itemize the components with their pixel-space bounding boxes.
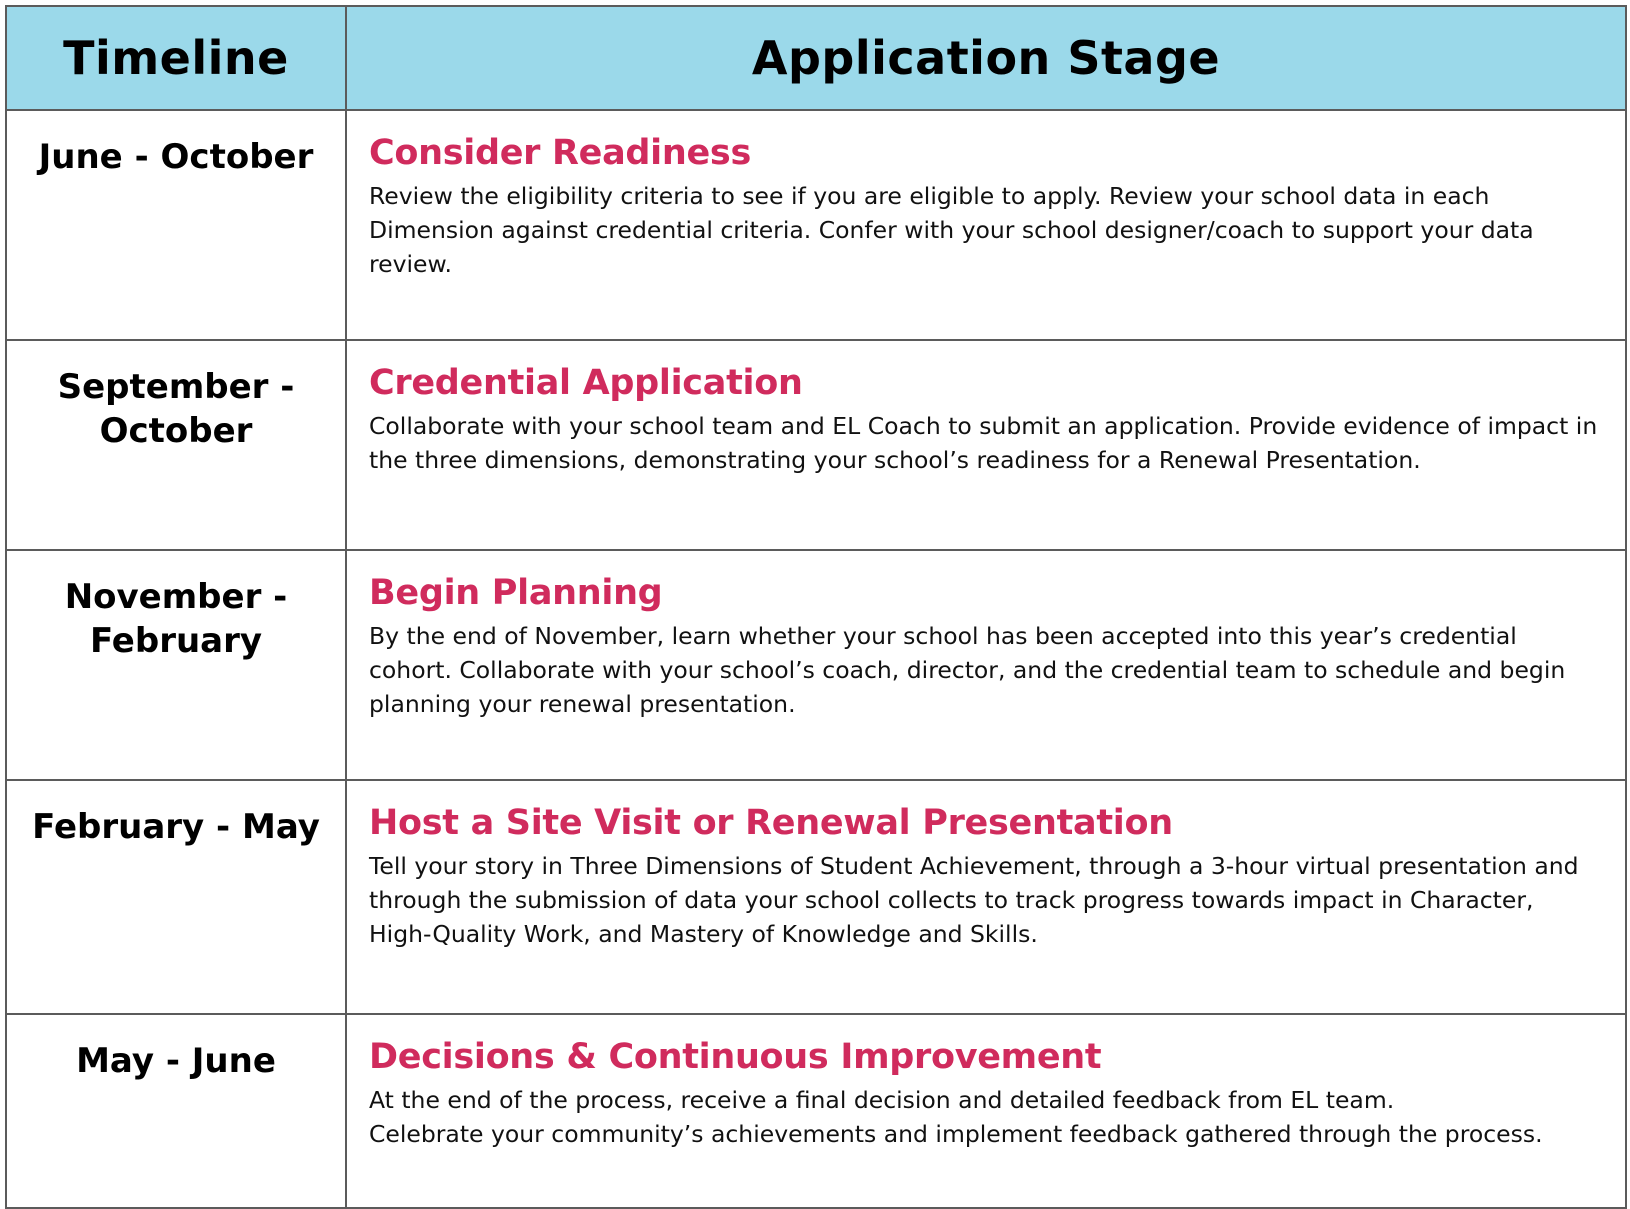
stage-cell (346, 780, 1626, 1014)
table-row (6, 340, 1626, 550)
timeline-column-header: Timeline (6, 6, 346, 110)
stage-description: By the end of November, learn whether your school has been accepted into this year’s credential cohort. Collaborate with your school’s coach, director, and the credential team to schedule and begin planning your renewal presentation. (369, 622, 1566, 718)
table-row (6, 1014, 1626, 1208)
stage-title: Consider Readiness (369, 133, 751, 173)
stage-title: Decisions & Continuous Improvement (369, 1037, 1102, 1077)
stage-title: Credential Application (369, 363, 803, 403)
stage-cell (346, 550, 1626, 780)
stage-description: Collaborate with your school team and EL Coach to submit an application. Provide evidence of impact in the three dimensions, demonstrating your school’s readiness for a Renewal Presentation. (369, 412, 1598, 474)
stage-cell (346, 340, 1626, 550)
stage-cell (346, 110, 1626, 340)
timeline-cell: June - October (6, 110, 346, 340)
table-row (6, 780, 1626, 1014)
application-timeline-table (5, 5, 1627, 1209)
timeline-cell: September - October (6, 340, 346, 550)
stage-description: Tell your story in Three Dimensions of Student Achievement, through a 3-hour virtual presentation and through the submission of data your school collects to track progress towards impact in Character, High-Quality Work, and Mastery of Knowledge and Skills. (369, 852, 1579, 948)
table-row (6, 110, 1626, 340)
stage-title: Host a Site Visit or Renewal Presentation (369, 803, 1173, 843)
timeline-cell: November - February (6, 550, 346, 780)
timeline-cell: May - June (6, 1014, 346, 1208)
header-row (6, 6, 1626, 110)
timeline-table-wrapper (5, 5, 1625, 1209)
application-stage-column-header: Application Stage (346, 6, 1626, 110)
stage-description: At the end of the process, receive a final decision and detailed feedback from EL team. Celebrate your community’s achievements and implement feedback gathered through the process. (369, 1086, 1543, 1148)
stage-description: Review the eligibility criteria to see if you are eligible to apply. Review your school data in each Dimension against credential criteria. Confer with your school designer/coach to support your data review. (369, 182, 1534, 278)
timeline-cell: February - May (6, 780, 346, 1014)
table-row (6, 550, 1626, 780)
stage-cell (346, 1014, 1626, 1208)
stage-title: Begin Planning (369, 573, 663, 613)
